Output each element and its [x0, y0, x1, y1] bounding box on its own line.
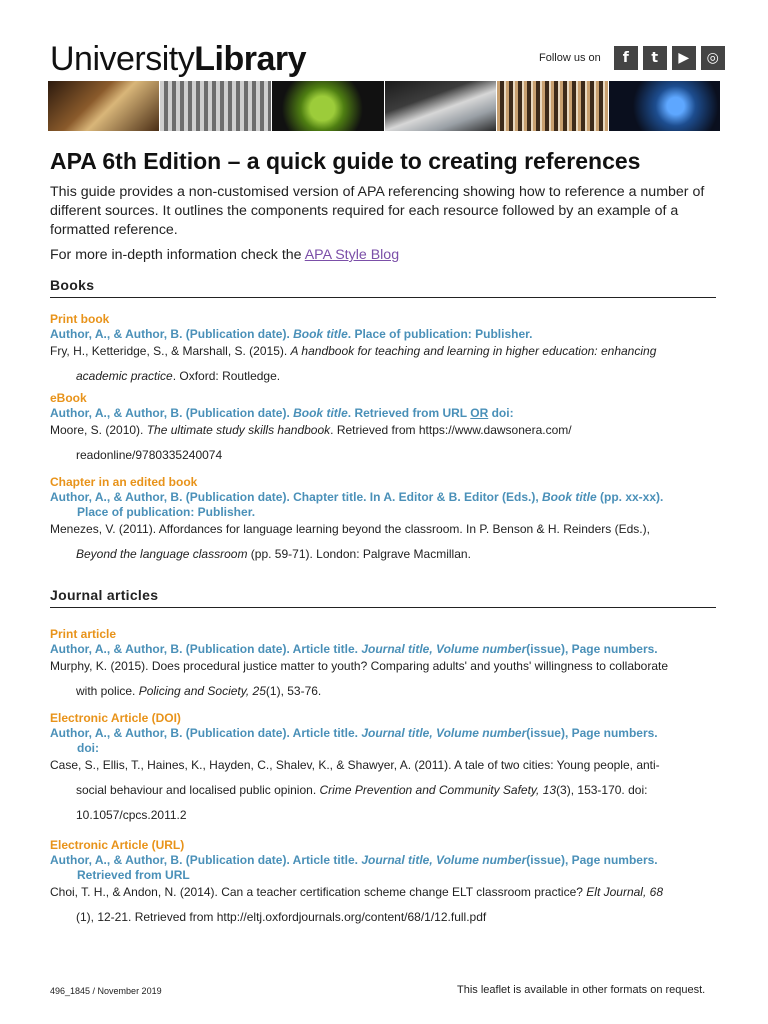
- print-book-entry: [50, 312, 718, 384]
- print-article-example: [50, 659, 718, 699]
- format-italic: Journal title, Volume number: [361, 642, 527, 656]
- example-continuation: (1), 12-21. Retrieved from http://eltj.oxfordjournals.org/content/68/1/12.full.pdf: [76, 910, 487, 924]
- books-heading: Books: [50, 277, 716, 298]
- print-article-entry: [50, 627, 718, 699]
- format-text: Author, A., & Author, B. (Publication date).: [50, 406, 294, 420]
- ebook-title: eBook: [50, 391, 87, 405]
- chapter-entry: [50, 475, 718, 562]
- more-info-line: [50, 247, 399, 263]
- twitter-icon[interactable]: t: [643, 46, 667, 70]
- ebook-example: [50, 423, 718, 463]
- example-continuation: 10.1057/cpcs.2011.2: [76, 808, 187, 822]
- leaf-photo: [272, 81, 383, 131]
- format-italic: Book title: [293, 406, 348, 420]
- leaflet-code: 496_1845 / November 2019: [50, 986, 162, 996]
- example-italic: Beyond the language classroom: [76, 547, 248, 561]
- example-italic: The ultimate study skills handbook: [146, 423, 331, 437]
- chapter-title: Chapter in an edited book: [50, 475, 198, 489]
- chapter-example: [50, 522, 718, 562]
- follow-label: Follow us on: [539, 52, 601, 64]
- print-book-example: [50, 344, 718, 384]
- format-continuation: Place of publication: Publisher.: [77, 505, 256, 519]
- example-continuation: [50, 547, 718, 562]
- example-italic: Elt Journal, 68: [586, 885, 663, 899]
- intro-paragraph: This guide provides a non-customised version of APA referencing showing how to reference a number of different sources. It outlines the components required for each resource followed by an example of a formatted reference.: [50, 184, 705, 238]
- url-article-entry: [50, 838, 718, 925]
- format-italic: Journal title, Volume number: [361, 853, 527, 867]
- url-article-format: [50, 853, 718, 883]
- example-text: Choi, T. H., & Andon, N. (2014). Can a teacher certification scheme change ELT classroom practice?: [50, 885, 587, 899]
- example-text: Moore, S. (2010).: [50, 423, 147, 437]
- example-continuation: readonline/9780335240074: [76, 448, 223, 462]
- example-italic: A handbook for teaching and learning in higher education: enhancing: [290, 344, 657, 358]
- youtube-icon[interactable]: ▶: [672, 46, 696, 70]
- format-text: Author, A., & Author, B. (Publication date). Chapter title. In A. Editor & B. Editor (Eds.),: [50, 490, 542, 504]
- example-text: (1), 53-76.: [265, 684, 322, 698]
- example-continuation: [50, 783, 718, 798]
- alternative-formats-note: This leaflet is available in other formats on request.: [457, 984, 706, 996]
- format-text: (issue), Page numbers.: [526, 642, 658, 656]
- example-continuation: [50, 684, 718, 699]
- ebook-entry: [50, 391, 718, 463]
- print-article-title: Print article: [50, 627, 117, 641]
- journal-articles-heading: Journal articles: [50, 587, 716, 608]
- example-text: social behaviour and localised public opinion.: [76, 783, 320, 797]
- brain-scan-photo: [609, 81, 720, 131]
- format-italic: Journal title, Volume number: [361, 726, 527, 740]
- url-article-example: [50, 885, 718, 925]
- example-text: with police.: [76, 684, 139, 698]
- format-or: OR: [470, 406, 489, 420]
- format-text: . Retrieved from URL: [347, 406, 471, 420]
- format-text: (pp. xx-xx).: [596, 490, 664, 504]
- more-info-text: For more in-depth information check the: [50, 247, 305, 263]
- university-library-logo: [50, 40, 306, 79]
- page-title: APA 6th Edition – a quick guide to creating references: [50, 148, 641, 174]
- format-continuation: doi:: [77, 741, 99, 755]
- format-text: . Place of publication: Publisher.: [347, 327, 533, 341]
- logo-light-text: University: [50, 40, 195, 78]
- logo-bold-text: Library: [194, 40, 307, 78]
- apa-style-blog-link[interactable]: APA Style Blog: [304, 247, 400, 263]
- format-text: Author, A., & Author, B. (Publication date).: [50, 327, 294, 341]
- example-text: . Oxford: Routledge.: [172, 369, 281, 383]
- format-italic: Book title: [542, 490, 597, 504]
- format-text: Author, A., & Author, B. (Publication date). Article title.: [50, 642, 362, 656]
- doi-article-format: [50, 726, 718, 756]
- books-photo: [48, 81, 159, 131]
- format-text: (issue), Page numbers.: [526, 853, 658, 867]
- format-text: Author, A., & Author, B. (Publication date). Article title.: [50, 726, 362, 740]
- doi-article-title: Electronic Article (DOI): [50, 711, 181, 725]
- laptop-photo: [385, 81, 496, 131]
- brushes-photo: [497, 81, 608, 131]
- url-article-title: Electronic Article (URL): [50, 838, 185, 852]
- instagram-icon[interactable]: ◎: [701, 46, 725, 70]
- example-text: Fry, H., Ketteridge, S., & Marshall, S. (2015).: [50, 344, 291, 358]
- format-text: Author, A., & Author, B. (Publication date). Article title.: [50, 853, 362, 867]
- format-continuation: Retrieved from URL: [77, 868, 190, 882]
- example-continuation: [50, 369, 718, 384]
- format-text: (issue), Page numbers.: [526, 726, 658, 740]
- example-text: (pp. 59-71). London: Palgrave Macmillan.: [247, 547, 471, 561]
- example-italic: academic practice: [76, 369, 173, 383]
- doi-article-example: [50, 758, 718, 823]
- example-italic: Crime Prevention and Community Safety, 13: [319, 783, 557, 797]
- facebook-icon[interactable]: f: [614, 46, 638, 70]
- example-text: Menezes, V. (2011). Affordances for language learning beyond the classroom. In P. Benson & H. Reinders (Eds.),: [50, 522, 650, 536]
- header-photo-banner: [48, 81, 720, 131]
- doi-article-entry: [50, 711, 718, 823]
- format-italic: Book title: [293, 327, 348, 341]
- example-italic: Policing and Society, 25: [138, 684, 266, 698]
- building-photo: [160, 81, 271, 131]
- example-text: . Retrieved from https://www.dawsonera.com/: [330, 423, 572, 437]
- print-book-title: Print book: [50, 312, 110, 326]
- example-text: (3), 153-170. doi:: [556, 783, 648, 797]
- print-book-format: [50, 327, 718, 342]
- example-text: Case, S., Ellis, T., Haines, K., Hayden, C., Shalev, K., & Shawyer, A. (2011). A tale of two cities: Young people, anti-: [50, 758, 660, 772]
- example-text: Murphy, K. (2015). Does procedural justice matter to youth? Comparing adults' and youths' willingness to collaborate: [50, 659, 669, 673]
- ebook-format: [50, 406, 718, 421]
- social-follow-bar: [539, 46, 725, 70]
- format-text: doi:: [488, 406, 514, 420]
- chapter-format: [50, 490, 718, 520]
- print-article-format: [50, 642, 718, 657]
